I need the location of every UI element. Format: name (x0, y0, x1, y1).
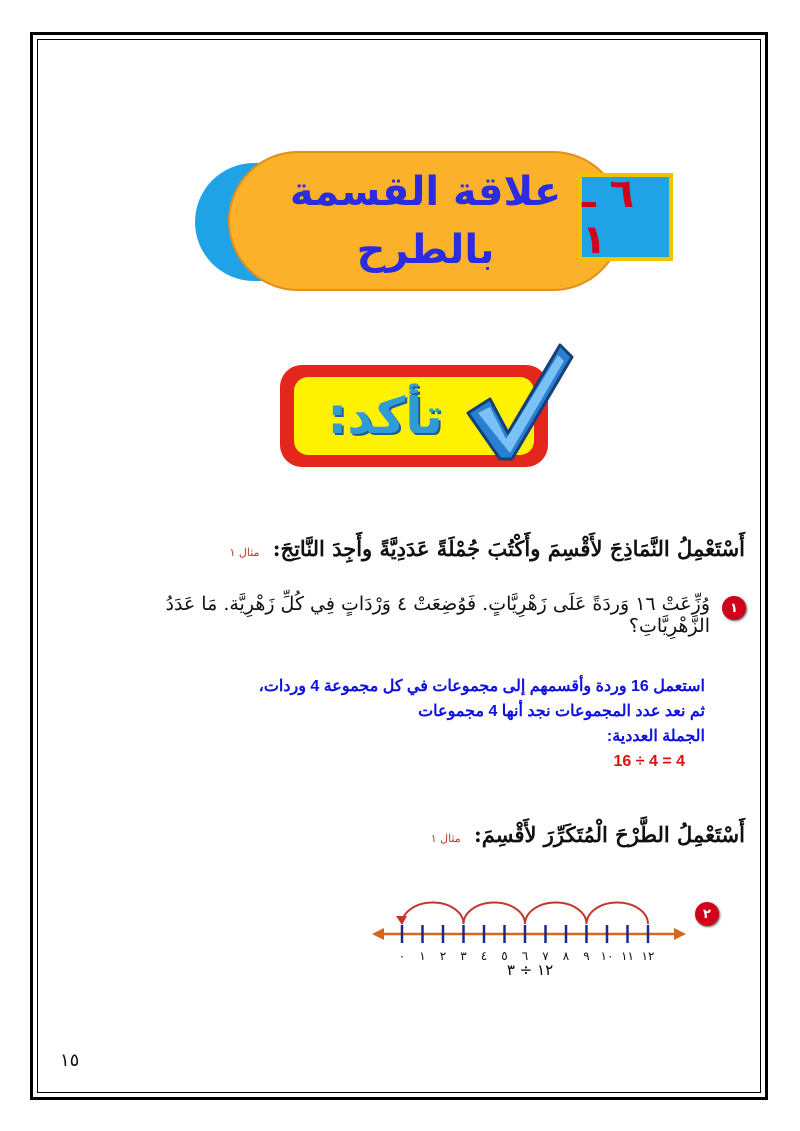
tick-label: ٤ (480, 949, 488, 963)
number-line-expression: ١٢ ÷ ٣ (506, 961, 554, 979)
check-section-badge (280, 335, 575, 475)
section1-instruction (45, 536, 745, 561)
lesson-number-badge: ٦ ـ ١ (578, 173, 673, 261)
tick-label: ٩ (583, 949, 590, 963)
question1-text: وُزِّعَتْ ١٦ وَردَةً عَلَى زَهْرِيَّاتٍ. فَوُضِعَتْ ٤ وَرْدَاتٍ فِي كُلِّ زَهْرِيَّة. مَا عَدَدُ الزَّهْرِيَّاتِ؟ (165, 593, 710, 637)
jump-arc (525, 902, 587, 924)
tick-label: ٧ (542, 949, 549, 963)
lesson-title-line1: علاقة القسمة (289, 169, 562, 215)
jump-arrowhead (396, 916, 407, 925)
answer1-line2: ثم نعد عدد المجموعات نجد أنها 4 مجموعات (418, 703, 705, 720)
lesson-title-banner (190, 145, 685, 305)
answer1-line1: استعمل 16 وردة وأقسمهم إلى مجموعات في كل مجموعة 4 وردات، (258, 678, 705, 695)
jump-arc (402, 902, 464, 924)
check-label: تأكد: (327, 387, 443, 445)
answer1-block (85, 674, 705, 774)
section2-instruction-text: أَسْتَعْمِلُ الطَّرْحَ الْمُتَكَرِّرَ لأَقْسِمَ: (474, 822, 745, 847)
tick-label: ١٠ (600, 949, 614, 963)
section2-example-ref: مثال ١ (430, 832, 461, 845)
answer1-equation: 16 ÷ 4 = 4 (613, 753, 685, 770)
jump-arc (587, 902, 649, 924)
page-number: ١٥ (60, 1050, 80, 1071)
jump-arc (464, 902, 526, 924)
section1-example-ref: مثال ١ (229, 546, 260, 559)
axis-arrow-left (372, 928, 384, 940)
lesson-title-line2: بالطرح (356, 227, 495, 273)
tick-label: ٢ (439, 949, 447, 963)
question2-number: ٢ (695, 902, 719, 926)
tick-label: ١ (419, 949, 426, 963)
section2-instruction (45, 822, 745, 847)
tick-label: ٠ (398, 949, 406, 963)
tick-label: ١١ (621, 949, 634, 963)
tick-label: ٦ (521, 949, 529, 963)
checkmark-icon (460, 335, 575, 465)
tick-label: ٣ (460, 949, 467, 963)
tick-label: ٥ (501, 949, 508, 963)
axis-arrow-right (674, 928, 686, 940)
number-line (370, 890, 690, 970)
answer1-line3: الجملة العددية: (606, 728, 705, 745)
section1-instruction-text: أَسْتَعْمِلُ النَّمَاذِجَ لأَقْسِمَ وأَكْتُبَ جُمْلَةً عَدَدِيَّةً وأَجِدَ النَّاتِجَ: (272, 536, 745, 561)
tick-label: ١٢ (641, 949, 655, 963)
banner-pill (228, 151, 623, 291)
question1-number: ١ (722, 596, 746, 620)
tick-label: ٨ (562, 949, 570, 963)
